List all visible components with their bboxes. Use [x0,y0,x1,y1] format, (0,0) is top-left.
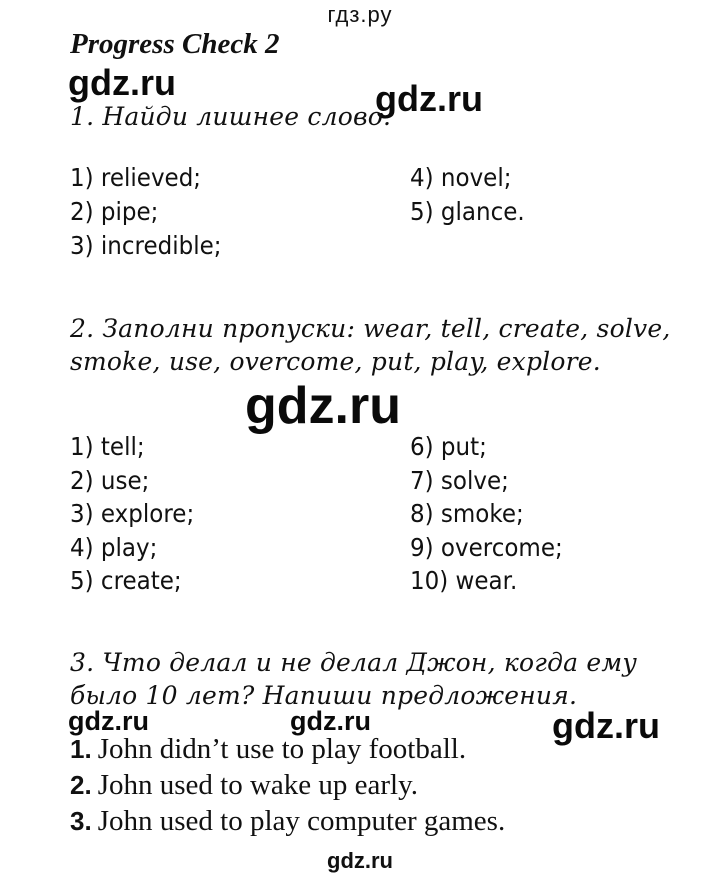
watermark: gdz.ru [245,377,401,435]
task-2-answer-3: 3) explore; [70,499,195,528]
watermark-bottom: gdz.ru [327,848,393,873]
sentence-text: John used to wake up early. [97,769,418,801]
watermark: gdz.ru [375,78,483,119]
sentence-number: 1. [70,734,92,764]
watermark: gdz.ru [68,706,149,736]
task-1-title: 1. Найди лишнее слово. [70,102,392,131]
task-3-sentence-3 [70,805,505,838]
page-title: Progress Check 2 [70,28,280,60]
task-2-answer-9: 9) overcome; [410,533,563,562]
task-3-title-line-1: 3. Что делал и не делал Джон, когда ему [70,648,638,677]
task-1-answer-5: 5) glance. [410,197,525,226]
task-2-answer-5: 5) create; [70,566,182,595]
task-2-answer-1: 1) tell; [70,432,145,461]
task-2-answer-6: 6) put; [410,432,487,461]
watermark: gdz.ru [290,706,371,736]
task-1-answer-3: 3) incredible; [70,231,222,260]
watermark: gdz.ru [68,62,176,103]
task-2-answer-2: 2) use; [70,466,150,495]
sentence-number: 3. [70,806,92,836]
task-1-answer-2: 2) pipe; [70,197,159,226]
watermark-top: гдз.ру [327,2,393,27]
task-2-title-line-1: 2. Заполни пропуски: wear, tell, create, solve, [70,314,671,343]
task-2-answer-10: 10) wear. [410,566,518,595]
task-3-title-line-2: было 10 лет? Напиши предложения. [70,681,578,710]
sentence-text: John used to play computer games. [97,805,506,837]
task-3-sentence-2 [70,769,418,802]
task-1-answer-1: 1) relieved; [70,163,202,192]
task-3-sentence-1 [70,733,466,766]
sentence-text: John didn’t use to play football. [97,733,467,765]
task-2-answer-7: 7) solve; [410,466,509,495]
watermark: gdz.ru [552,705,660,746]
sentence-number: 2. [70,770,92,800]
task-2-title-line-2: smoke, use, overcome, put, play, explore. [70,347,601,376]
task-2-answer-4: 4) play; [70,533,158,562]
task-1-answer-4: 4) novel; [410,163,512,192]
task-2-answer-8: 8) smoke; [410,499,524,528]
